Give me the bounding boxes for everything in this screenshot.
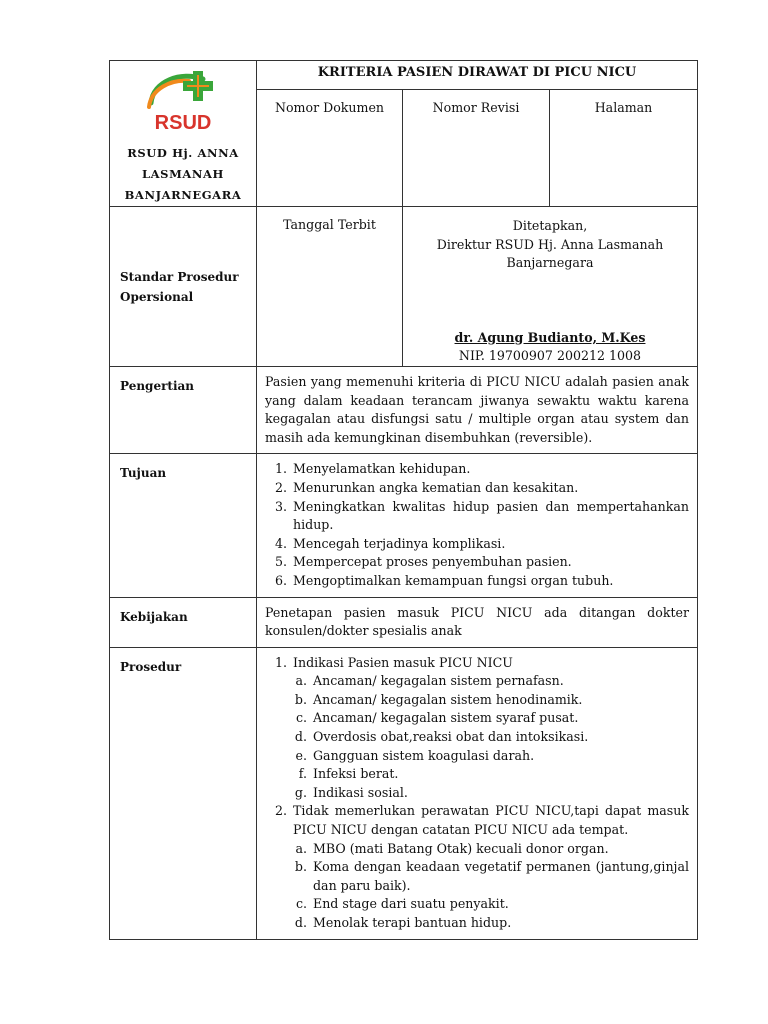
list-item: 1. Menyelamatkan kehidupan. [291, 460, 689, 479]
tujuan-label: Tujuan [110, 454, 257, 597]
list-item: g. Indikasi sosial. [311, 784, 689, 803]
prosedur-section-title: Tidak memerlukan perawatan PICU NICU,tapi dapat masuk PICU NICU dengan catatan PICU NICU ada tempat. [293, 803, 689, 838]
ditetapkan-text: Ditetapkan, [512, 218, 588, 233]
sop-label-line: Standar Prosedur [120, 270, 239, 284]
tujuan-list [265, 460, 689, 590]
signer-name: dr. Agung Budianto, M.Kes [454, 329, 646, 345]
tanggal-terbit-cell: Tanggal Terbit [257, 207, 403, 367]
logo-wordmark: RSUD [154, 112, 212, 133]
indikasi-list [293, 672, 689, 802]
pengertian-label: Pengertian [110, 366, 257, 453]
sop-label-line: Opersional [120, 290, 194, 304]
direktur-line: Banjarnegara [506, 255, 594, 271]
prosedur-section [291, 654, 689, 803]
tujuan-cell [257, 454, 698, 597]
list-item: d. Overdosis obat,reaksi obat dan intoksikasi. [311, 728, 689, 747]
rsud-logo [141, 67, 225, 133]
document-title: KRITERIA PASIEN DIRAWAT DI PICU NICU [257, 61, 698, 90]
list-item: e. Gangguan sistem koagulasi darah. [311, 747, 689, 766]
list-item: a. Ancaman/ kegagalan sistem pernafasn. [311, 672, 689, 691]
kebijakan-text: Penetapan pasien masuk PICU NICU ada ditangan dokter konsulen/dokter spesialis anak [257, 597, 698, 647]
prosedur-section-title: Indikasi Pasien masuk PICU NICU [293, 654, 513, 670]
sop-label [110, 207, 257, 367]
hospital-name-line: BANJARNEGARA [124, 188, 242, 202]
halaman-header: Halaman [550, 90, 698, 207]
list-item: 2. Menurunkan angka kematian dan kesakitan. [291, 479, 689, 498]
list-item: 5. Mempercepat proses penyembuhan pasien. [291, 553, 689, 572]
prosedur-list [265, 654, 689, 933]
nomor-revisi-header: Nomor Revisi [403, 90, 550, 207]
list-item: f. Infeksi berat. [311, 765, 689, 784]
hospital-name [110, 143, 256, 206]
catatan-list [293, 840, 689, 933]
list-item: 4. Mencegah terjadinya komplikasi. [291, 535, 689, 554]
hospital-identity-cell [110, 61, 257, 207]
hospital-name-line: LASMANAH [141, 167, 225, 181]
prosedur-cell [257, 647, 698, 939]
prosedur-section [291, 802, 689, 932]
direktur-line: Direktur RSUD Hj. Anna Lasmanah [436, 236, 664, 252]
list-item: a. MBO (mati Batang Otak) kecuali donor organ. [311, 840, 689, 859]
list-item: c. Ancaman/ kegagalan sistem syaraf pusat. [311, 709, 689, 728]
hospital-name-line: RSUD Hj. ANNA [127, 146, 239, 160]
prosedur-label: Prosedur [110, 647, 257, 939]
nomor-dokumen-header: Nomor Dokumen [257, 90, 403, 207]
penetapan-cell [403, 207, 698, 367]
kebijakan-label: Kebijakan [110, 597, 257, 647]
signer-nip: NIP. 19700907 200212 1008 [458, 348, 642, 364]
list-item: 6. Mengoptimalkan kemampuan fungsi organ tubuh. [291, 572, 689, 591]
list-item: 3. Meningkatkan kwalitas hidup pasien dan mempertahankan hidup. [291, 498, 689, 535]
list-item: c. End stage dari suatu penyakit. [311, 895, 689, 914]
list-item: d. Menolak terapi bantuan hidup. [311, 914, 689, 933]
pengertian-text: Pasien yang memenuhi kriteria di PICU NICU adalah pasien anak yang dalam keadaan terancam jiwanya sewaktu waktu karena kegagalan atau disfungsi satu / multiple organ atau system dan masih ada kemungkinan disembuhkan (reversible). [257, 366, 698, 453]
list-item: b. Koma dengan keadaan vegetatif permanen (jantung,ginjal dan paru baik). [311, 858, 689, 895]
sop-table [109, 60, 698, 940]
sop-document [109, 60, 697, 940]
list-item: b. Ancaman/ kegagalan sistem henodinamik. [311, 691, 689, 710]
